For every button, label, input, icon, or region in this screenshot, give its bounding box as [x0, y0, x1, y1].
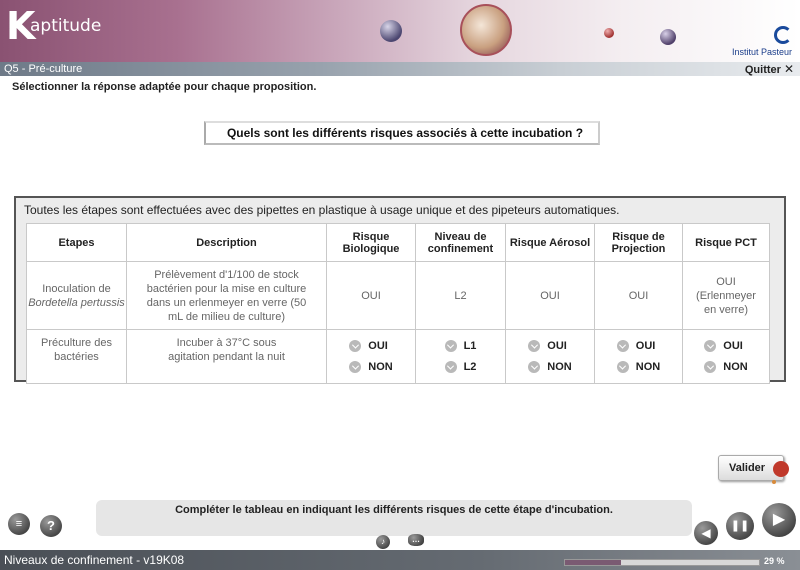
hint-bar: Compléter le tableau en indiquant les différents risques de cette étape d'incubation.: [96, 500, 692, 536]
notes-icon[interactable]: ≡: [8, 513, 30, 535]
chat-icon[interactable]: …: [408, 534, 424, 546]
table-caption: Toutes les étapes sont effectuées avec des pipettes en plastique à usage unique et des pipeteurs automatiques.: [24, 203, 620, 217]
logo-text: aptitude: [30, 16, 102, 36]
institut-pasteur-logo: [722, 26, 792, 56]
radio-check-icon: [528, 340, 540, 352]
radio-check-icon: [617, 340, 629, 352]
question-title: Q5 - Pré-culture: [4, 63, 83, 75]
header-risque-projection: Risque de Projection: [595, 224, 683, 262]
risk-table: [26, 223, 770, 384]
header-risque-biologique: Risque Biologique: [327, 224, 416, 262]
option-aerosol-oui[interactable]: [528, 336, 571, 357]
cell-etape: [27, 262, 127, 330]
next-icon[interactable]: ▶: [762, 503, 796, 537]
radio-check-icon: [349, 361, 361, 373]
progress-bar: [564, 559, 760, 566]
option-label: OUI: [368, 340, 388, 352]
cell-description: Prélèvement d'1/100 de stock bactérien pour la mise en culture dans un erlenmeyer en verre (50 mL de milieu de culture): [127, 262, 327, 330]
option-bio-oui[interactable]: [349, 336, 392, 357]
cell-niveau-confinement: L2: [416, 262, 506, 330]
header-niveau-confinement: Niveau de confinement: [416, 224, 506, 262]
module-caption: Niveaux de confinement - v19K08: [4, 553, 185, 567]
header-etapes: Etapes: [27, 224, 127, 262]
valider-button[interactable]: Valider: [718, 455, 784, 481]
radio-check-icon: [704, 361, 716, 373]
radio-check-icon: [704, 340, 716, 352]
risk-table-panel: [14, 196, 786, 382]
option-label: L1: [463, 340, 477, 352]
help-icon[interactable]: ?: [40, 515, 62, 537]
option-projection-oui[interactable]: [617, 336, 660, 357]
option-confinement-l1[interactable]: [445, 336, 477, 357]
option-label: OUI: [547, 340, 567, 352]
radio-check-icon: [349, 340, 361, 352]
app-header: [0, 0, 800, 62]
radio-check-icon: [617, 361, 629, 373]
option-label: OUI: [723, 340, 743, 352]
question-box: Quels sont les différents risques associés à cette incubation ?: [204, 121, 600, 145]
cell-risque-biologique: OUI: [327, 262, 416, 330]
option-label: OUI: [635, 340, 656, 352]
option-label: NON: [723, 361, 748, 373]
radio-check-icon: [528, 361, 540, 373]
table-row: [27, 330, 770, 384]
decorative-orb-icon: [660, 29, 676, 45]
quit-button[interactable]: [745, 62, 794, 77]
option-label: NON: [635, 361, 661, 373]
header-risque-pct: Risque PCT: [683, 224, 770, 262]
cell-risque-biologique: [327, 330, 416, 384]
cell-niveau-confinement: [416, 330, 506, 384]
option-confinement-l2[interactable]: [445, 357, 477, 378]
module-title-bar: [0, 62, 800, 76]
option-label: NON: [368, 361, 393, 373]
etape-species: Bordetella pertussis: [28, 296, 125, 309]
table-row: [27, 262, 770, 330]
progress-label: 29 %: [764, 556, 785, 566]
cell-risque-projection: OUI: [595, 262, 683, 330]
decorative-orb-icon: [604, 28, 614, 38]
logo-initial: K: [6, 4, 36, 48]
decorative-dot-icon: [772, 480, 776, 484]
previous-icon[interactable]: ◀: [694, 521, 718, 545]
progress-fill: [565, 560, 621, 565]
option-label: L2: [463, 361, 477, 373]
table-header-row: [27, 224, 770, 262]
cell-description: Incuber à 37°C sous agitation pendant la nuit: [127, 330, 327, 384]
cell-risque-pct: [683, 330, 770, 384]
header-description: Description: [127, 224, 327, 262]
option-aerosol-non[interactable]: [528, 357, 571, 378]
instruction-text: Sélectionner la réponse adaptée pour chaque proposition.: [12, 81, 317, 93]
cell-risque-aerosol: OUI: [506, 262, 595, 330]
cell-risque-aerosol: [506, 330, 595, 384]
etape-prefix: Inoculation de: [42, 282, 111, 295]
pause-icon[interactable]: ❚❚: [726, 512, 754, 540]
cell-risque-projection: [595, 330, 683, 384]
quit-label: Quitter: [744, 64, 781, 76]
pasteur-mark-icon: [774, 26, 792, 44]
power-icon[interactable]: [773, 461, 789, 477]
header-risque-aerosol: Risque Aérosol: [506, 224, 595, 262]
option-bio-non[interactable]: [349, 357, 392, 378]
partner-name: Institut Pasteur: [731, 47, 792, 57]
option-label: NON: [547, 361, 572, 373]
kaptitude-logo: [6, 4, 102, 48]
radio-check-icon: [445, 361, 457, 373]
radio-check-icon: [445, 340, 457, 352]
cell-etape: Préculture des bactéries: [27, 330, 127, 384]
petri-dish-icon: [460, 4, 512, 56]
option-pct-non[interactable]: [704, 357, 747, 378]
audio-icon[interactable]: ♪: [376, 535, 390, 549]
option-projection-non[interactable]: [617, 357, 660, 378]
option-pct-oui[interactable]: [704, 336, 747, 357]
decorative-orb-icon: [380, 20, 402, 42]
cell-risque-pct: OUI (Erlenmeyer en verre): [683, 262, 770, 330]
close-icon: ✕: [783, 62, 794, 76]
